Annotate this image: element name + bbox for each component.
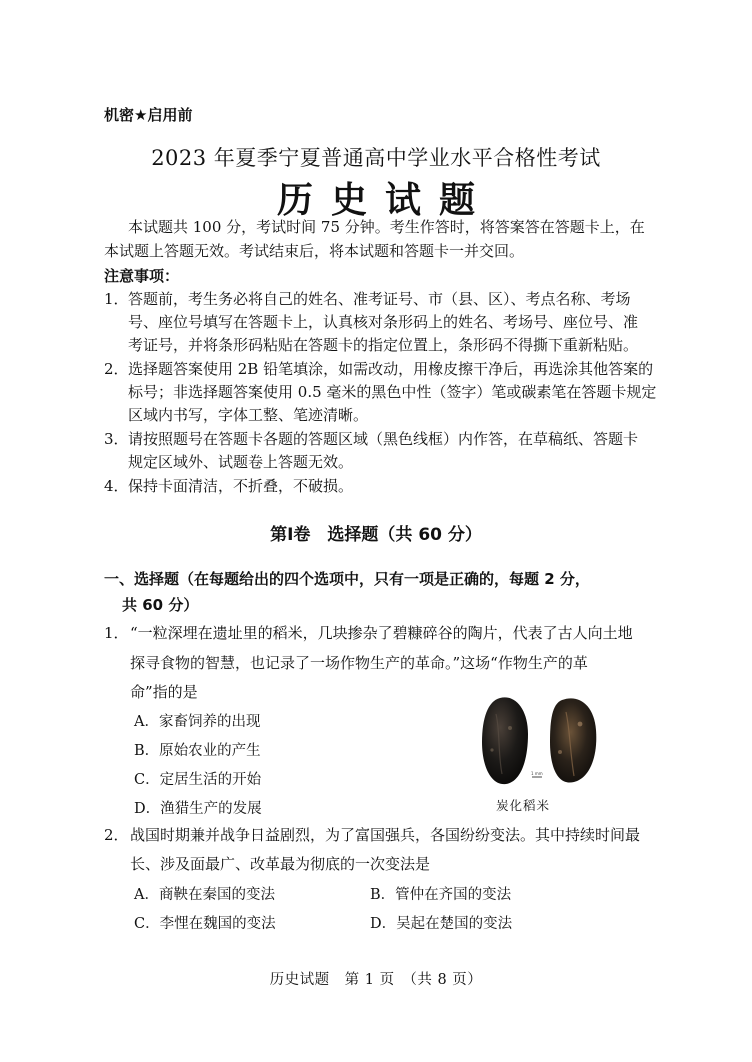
subject-title: 历史试题 <box>276 180 493 221</box>
page-footer: 历史试题 第 1 页 （共 8 页） <box>269 972 483 988</box>
notice-item-number: 3． <box>104 430 129 448</box>
figure-caption: 炭化稻米 <box>496 798 551 813</box>
rice-grain-left <box>482 697 528 784</box>
question-1-option-b: B．原始农业的产生 <box>134 743 261 759</box>
notice-item-line: 请按照题号在答题卡各题的答题区域（黑色线框）内作答，在草稿纸、答题卡 <box>128 430 639 448</box>
question-1-line: 探寻食物的智慧，也记录了一场作物生产的革命。”这场“作物生产的革 <box>130 654 588 672</box>
intro-line-2: 本试题上答题无效。考试结束后，将本试题和答题卡一并交回。 <box>104 242 525 260</box>
question-2-line: 长、涉及面最广、改革最为彻底的一次变法是 <box>130 855 431 873</box>
question-1-option-d: D．渔猎生产的发展 <box>134 801 262 817</box>
notice-item-line: 选择题答案使用 2B 铅笔填涂，如需改动，用橡皮擦干净后，再选涂其他答案的 <box>128 360 654 378</box>
question-2-option-d: D．吴起在楚国的变法 <box>370 916 513 932</box>
question-2-option-c: C．李悝在魏国的变法 <box>134 916 276 932</box>
question-1-line: “一粒深埋在遗址里的稻米，几块掺杂了碧糠碎谷的陶片，代表了古人向土地 <box>130 624 633 642</box>
question-1-option-c: C．定居生活的开始 <box>134 772 262 788</box>
section-title: 第Ⅰ卷 选择题（共 60 分） <box>270 525 482 545</box>
question-number: 1． <box>104 624 129 642</box>
notice-item-line: 答题前，考生务必将自己的姓名、准考证号、市（县、区）、考点名称、考场 <box>128 290 631 308</box>
question-1-option-a: A．家畜饲养的出现 <box>134 714 261 730</box>
part-heading-line-2: 共 60 分） <box>122 596 199 614</box>
question-2-option-b: B．管仲在齐国的变法 <box>370 887 512 903</box>
question-1-line: 命”指的是 <box>130 683 198 701</box>
question-2-line: 战国时期兼并战争日益剧烈，为了富国强兵，各国纷纷变法。其中持续时间最 <box>130 826 641 844</box>
notice-item-number: 2． <box>104 360 129 378</box>
confidential-label: 机密★启用前 <box>104 106 193 124</box>
part-heading-line-1: 一、选择题（在每题给出的四个选项中，只有一项是正确的，每题 2 分， <box>104 570 590 588</box>
question-number: 2． <box>104 826 129 844</box>
notice-heading: 注意事项： <box>104 267 180 285</box>
exam-title: 2023 年夏季宁夏普通高中学业水平合格性考试 <box>151 146 601 170</box>
rice-grain-right <box>550 698 596 782</box>
carbonized-rice-image <box>470 690 620 790</box>
scale-label: 1 mm <box>531 771 543 776</box>
notice-item-line: 保持卡面清洁，不折叠，不破损。 <box>128 477 354 495</box>
notice-item-line: 规定区域外、试题卷上答题无效。 <box>128 453 354 471</box>
notice-item-line: 标号；非选择题答案使用 0.5 毫米的黑色中性（签字）笔或碳素笔在答题卡规定 <box>128 383 657 401</box>
question-2-option-a: A．商鞅在秦国的变法 <box>134 887 275 903</box>
notice-item-line: 区域内书写，字体工整、笔迹清晰。 <box>128 406 369 424</box>
intro-line-1: 本试题共 100 分，考试时间 75 分钟。考生作答时，将答案答在答题卡上，在 <box>128 218 645 236</box>
notice-item-line: 号、座位号填写在答题卡上，认真核对条形码上的姓名、考场号、座位号、准 <box>128 313 639 331</box>
notice-item-number: 4． <box>104 477 129 495</box>
notice-item-line: 考证号，并将条形码粘贴在答题卡的指定位置上，条形码不得撕下重新粘贴。 <box>128 336 639 354</box>
notice-item-number: 1． <box>104 290 129 308</box>
